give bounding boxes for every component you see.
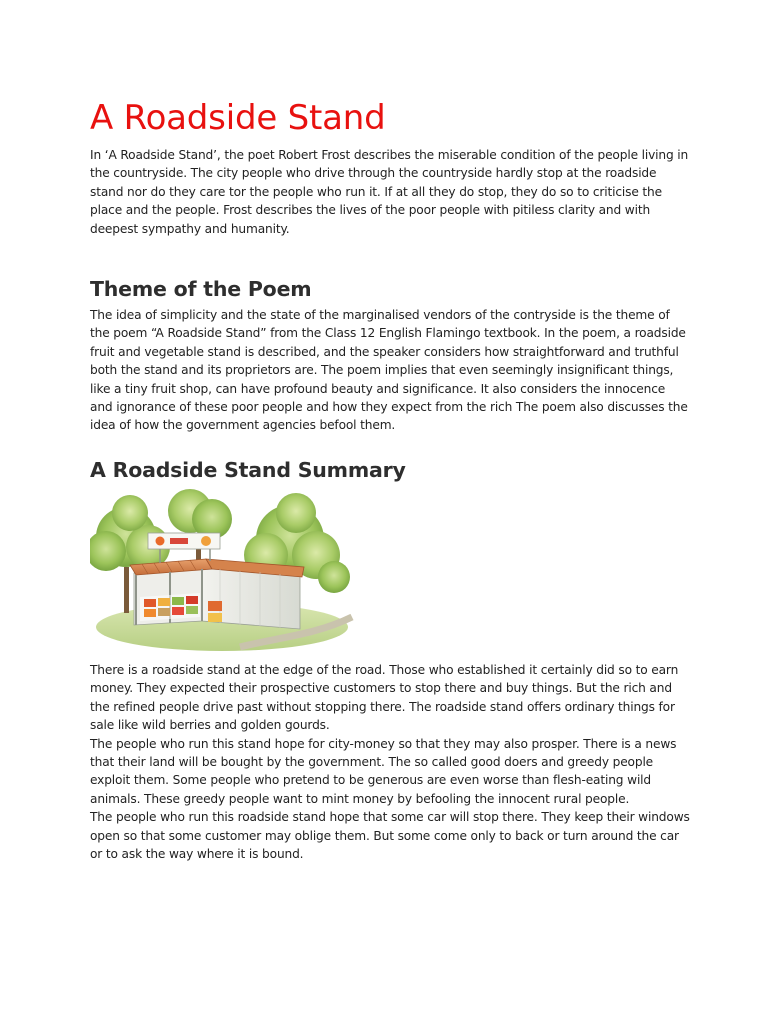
summary-paragraph: The people who run this stand hope for city-money so that they may also prosper. There is a news that their land will be bought by the government. The so called good doers and greedy people exploit them. Some people who pretend to be generous are even worse than flesh-eating wild animals. These greedy people want to mint money by befooling the innocent rural people. — [90, 736, 677, 806]
page-title: A Roadside Stand — [90, 98, 386, 138]
summary-paragraph: There is a roadside stand at the edge of the road. Those who established it certainly did so to earn money. They expected their prospective customers to stop there and buy things. But the rich and the refined people drive past without stopping there. The roadside stand offers ordinary things for sale like wild berries and golden gourds. — [90, 662, 679, 733]
fruit-icon — [156, 536, 165, 545]
spacer — [90, 435, 690, 457]
stand-building — [130, 559, 304, 629]
spacer — [90, 238, 690, 276]
summary-paragraph: The people who run this roadside stand hope that some car will stop there. They keep their windows open so that some customer may oblige them. But some come only to back or turn around the car or to ask the way where it is bound. — [90, 810, 690, 861]
roadside-stand-illustration — [90, 489, 358, 655]
summary-heading: A Roadside Stand Summary — [90, 457, 406, 482]
intro-paragraph: In ‘A Roadside Stand’, the poet Robert Frost describes the miserable condition of the people living in the countryside. The city people who drive through the countryside hardly stop at the roadside stand nor do they care tor the people who run it. If at all they do stop, they do so to criticise the place and the people. Frost describes the lives of the poor people with pitiless clarity and with deepest sympathy and humanity. — [90, 148, 689, 236]
fruit-icon — [201, 536, 211, 546]
theme-paragraph: The idea of simplicity and the state of the marginalised vendors of the contryside is the theme of the poem “A Roadside Stand” from the Class 12 English Flamingo textbook. In the poem, a roadside fruit and vegetable stand is described, and the speaker considers how straightforward and truthful both the stand and its proprietors are. The poem implies that even seemingly insignificant things, like a tiny fruit shop, can have profound beauty and significance. It also considers the innocence and ignorance of these poor people and how they expect from the rich The poem also discusses the idea of how the government agencies befool them. — [90, 308, 688, 433]
theme-heading: Theme of the Poem — [90, 277, 312, 302]
document-page — [90, 96, 690, 863]
